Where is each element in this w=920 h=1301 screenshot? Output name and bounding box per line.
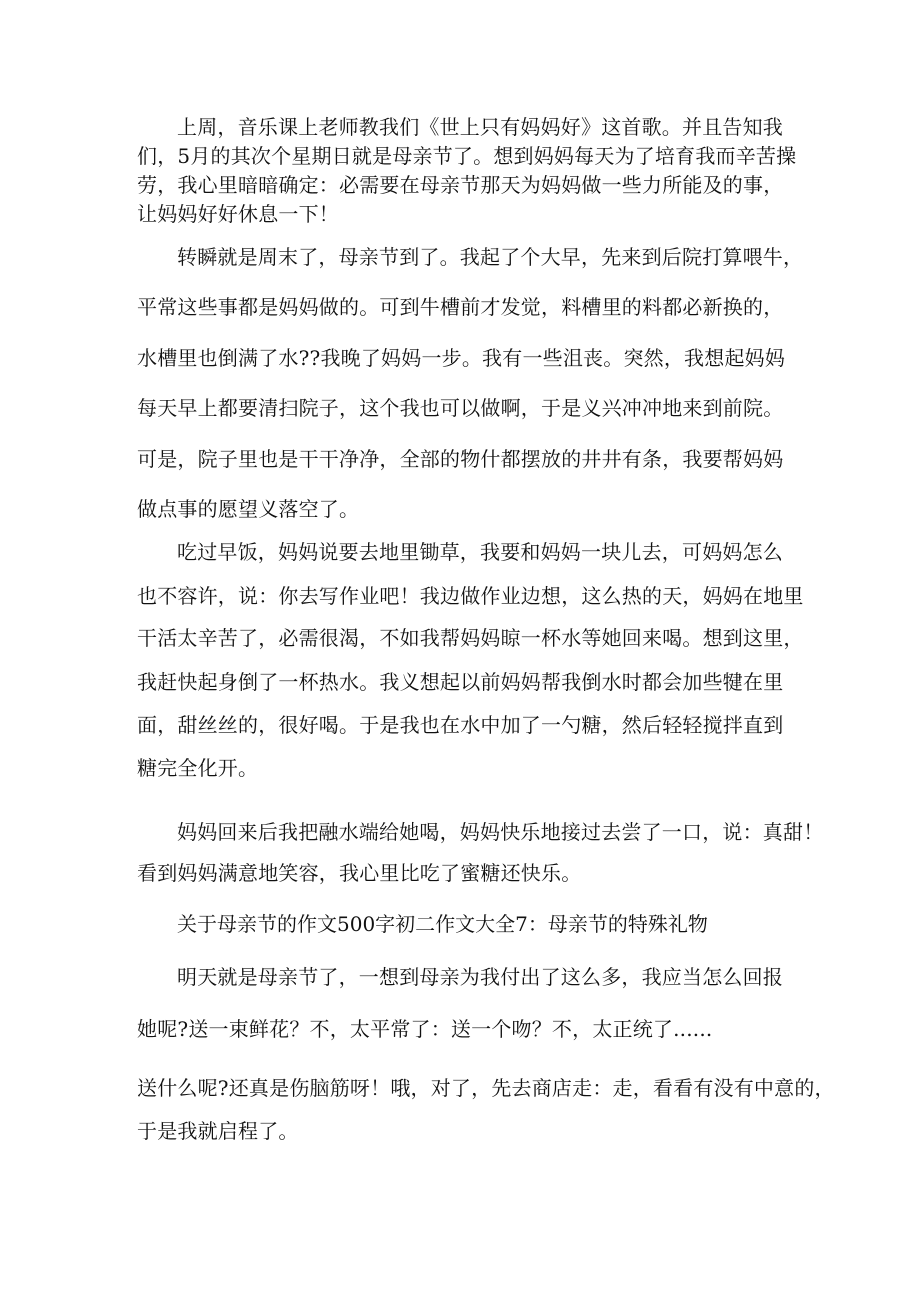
paragraph-4-line-2: 看到妈妈满意地笑容，我心里比吃了蜜糖还快乐。 (137, 861, 582, 885)
paragraph-3-line-6: 糖完全化开。 (137, 756, 259, 780)
paragraph-3-line-5: 面，甜丝丝的，很好喝。于是我也在水中加了一勺糖，然后轻轻搅拌直到 (137, 713, 784, 737)
paragraph-2-line-1: 转瞬就是周末了，母亲节到了。我起了个大早，先来到后院打算喂牛， (177, 245, 804, 269)
paragraph-2-line-6: 做点事的愿望义落空了。 (137, 497, 360, 521)
paragraph-2-line-3: 水槽里也倒满了水??我晚了妈妈一步。我有一些沮丧。突然，我想起妈妈 (137, 346, 786, 370)
paragraph-1-line-2: 们，5月的其次个星期日就是母亲节了。想到妈妈每天为了培育我而辛苦操 (137, 144, 797, 168)
paragraph-2-line-2: 平常这些事都是妈妈做的。可到牛槽前才发觉，料槽里的料都必新换的， (137, 295, 784, 319)
paragraph-3-line-3: 干活太辛苦了，必需很渴，不如我帮妈妈晾一杯水等她回来喝。想到这里， (137, 626, 804, 650)
paragraph-2-line-5: 可是，院子里也是干干净净，全部的物什都摆放的井井有条，我要帮妈妈 (137, 447, 784, 471)
paragraph-3-line-2: 也不容许，说：你去写作业吧！我边做作业边想，这么热的天，妈妈在地里 (137, 584, 804, 608)
paragraph-5-line-1: 明天就是母亲节了，一想到母亲为我付出了这么多，我应当怎么回报 (177, 965, 783, 989)
paragraph-6-line-2: 于是我就启程了。 (137, 1119, 299, 1143)
paragraph-3-line-4: 我赶快起身倒了一杯热水。我义想起以前妈妈帮我倒水时都会加些犍在里 (137, 670, 784, 694)
paragraph-4-line-1: 妈妈回来后我把融水端给她喝，妈妈快乐地接过去尝了一口，说：真甜！ (177, 820, 824, 844)
section-heading: 关于母亲节的作文500字初二作文大全7：母亲节的特殊礼物 (177, 912, 708, 936)
paragraph-2-line-4: 每天早上都要清扫院子，这个我也可以做啊，于是义兴冲冲地来到前院。 (137, 396, 784, 420)
paragraph-5-line-2: 她呢?送一束鲜花？不，太平常了：送一个吻？不，太正统了...... (137, 1017, 713, 1041)
paragraph-1-line-1: 上周，音乐课上老师教我们《世上只有妈妈好》这首歌。并且告知我 (177, 115, 783, 139)
paragraph-6-line-1: 送什么呢?还真是伤脑筋呀！哦，对了，先去商店走：走，看看有没有中意的， (137, 1076, 835, 1100)
paragraph-3-line-1: 吃过早饭，妈妈说要去地里锄草，我要和妈妈一块儿去，可妈妈怎么 (177, 540, 783, 564)
paragraph-1-line-3: 劳，我心里暗暗确定：必需要在母亲节那天为妈妈做一些力所能及的事， (137, 173, 784, 197)
paragraph-1-line-4: 让妈妈好好休息一下！ (137, 202, 339, 226)
